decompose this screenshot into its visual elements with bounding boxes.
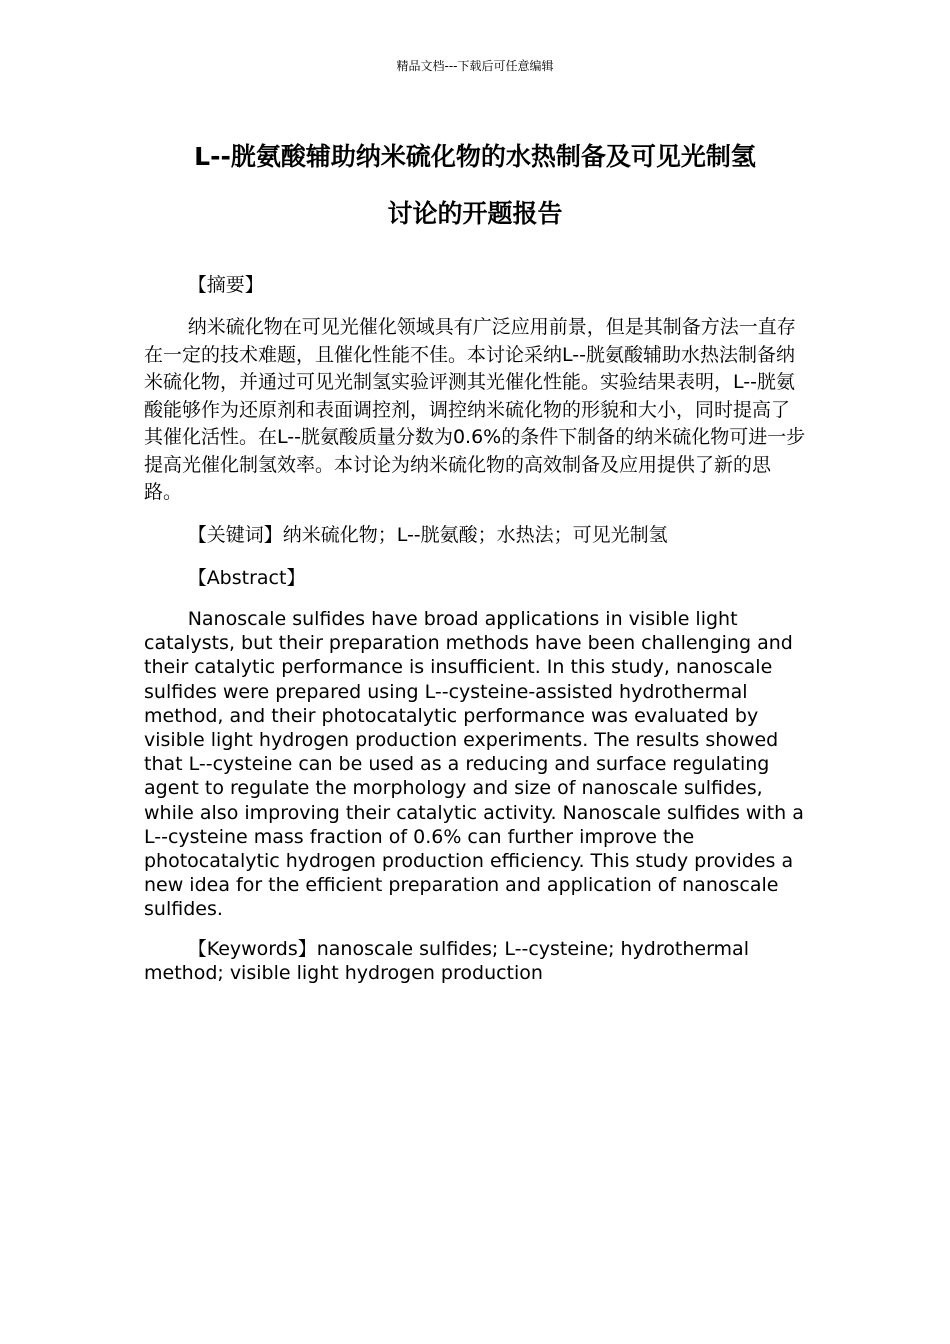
keywords-en-body: nanoscale sulfides; L--cysteine; hydrothermal method; visible light hydrogen production (144, 937, 749, 984)
title-line-1: L--胱氨酸辅助纳米硫化物的水热制备及可见光制氢 (194, 142, 756, 171)
keywords-cn-heading: 【关键词】 (187, 523, 283, 546)
keywords-cn-body: 纳米硫化物；L--胱氨酸；水热法；可见光制氢 (282, 523, 668, 546)
keywords-en-heading: 【Keywords】 (187, 937, 317, 960)
abstract-en-heading: 【Abstract】 (187, 567, 306, 589)
page-header: 精品文档---下载后可任意编辑 (396, 59, 554, 73)
document-title (130, 128, 820, 242)
title-line-2: 讨论的开题报告 (387, 199, 563, 228)
keywords-en (144, 937, 808, 985)
abstract-en-body: Nanoscale sulfides have broad applications in visible light catalysts, but their preparation methods have been challenging and their catalytic performance is insufficient. In this study, nanoscale sulfides were prepared using L--cysteine-assisted hydrothermal method, and their photocatalytic performance was evaluated by visible light hydrogen production experiments. The results showed that L--cysteine can be used as a reducing and surface regulating agent to regulate the morphology and size of nanoscale sulfides, while also improving their catalytic activity. Nanoscale sulfides with a L--cysteine mass fraction of 0.6% can further improve the photocatalytic hydrogen production efficiency. This study provides a new idea for the efficient preparation and application of nanoscale sulfides. (144, 608, 804, 921)
abstract-cn-body: 纳米硫化物在可见光催化领域具有广泛应用前景，但是其制备方法一直存在一定的技术难题，且催化性能不佳。本讨论采纳L--胱氨酸辅助水热法制备纳米硫化物，并通过可见光制氢实验评测其光催化性能。实验结果表明，L--胱氨酸能够作为还原剂和表面调控剂，调控纳米硫化物的形貌和大小，同时提高了其催化活性。在L--胱氨酸质量分数为0.6%的条件下制备的纳米硫化物可进一步提高光催化制氢效率。本讨论为纳米硫化物的高效制备及应用提供了新的思路。 (144, 316, 806, 503)
document-body (144, 271, 808, 1000)
abstract-cn-heading: 【摘要】 (187, 274, 264, 296)
keywords-cn (144, 522, 808, 550)
